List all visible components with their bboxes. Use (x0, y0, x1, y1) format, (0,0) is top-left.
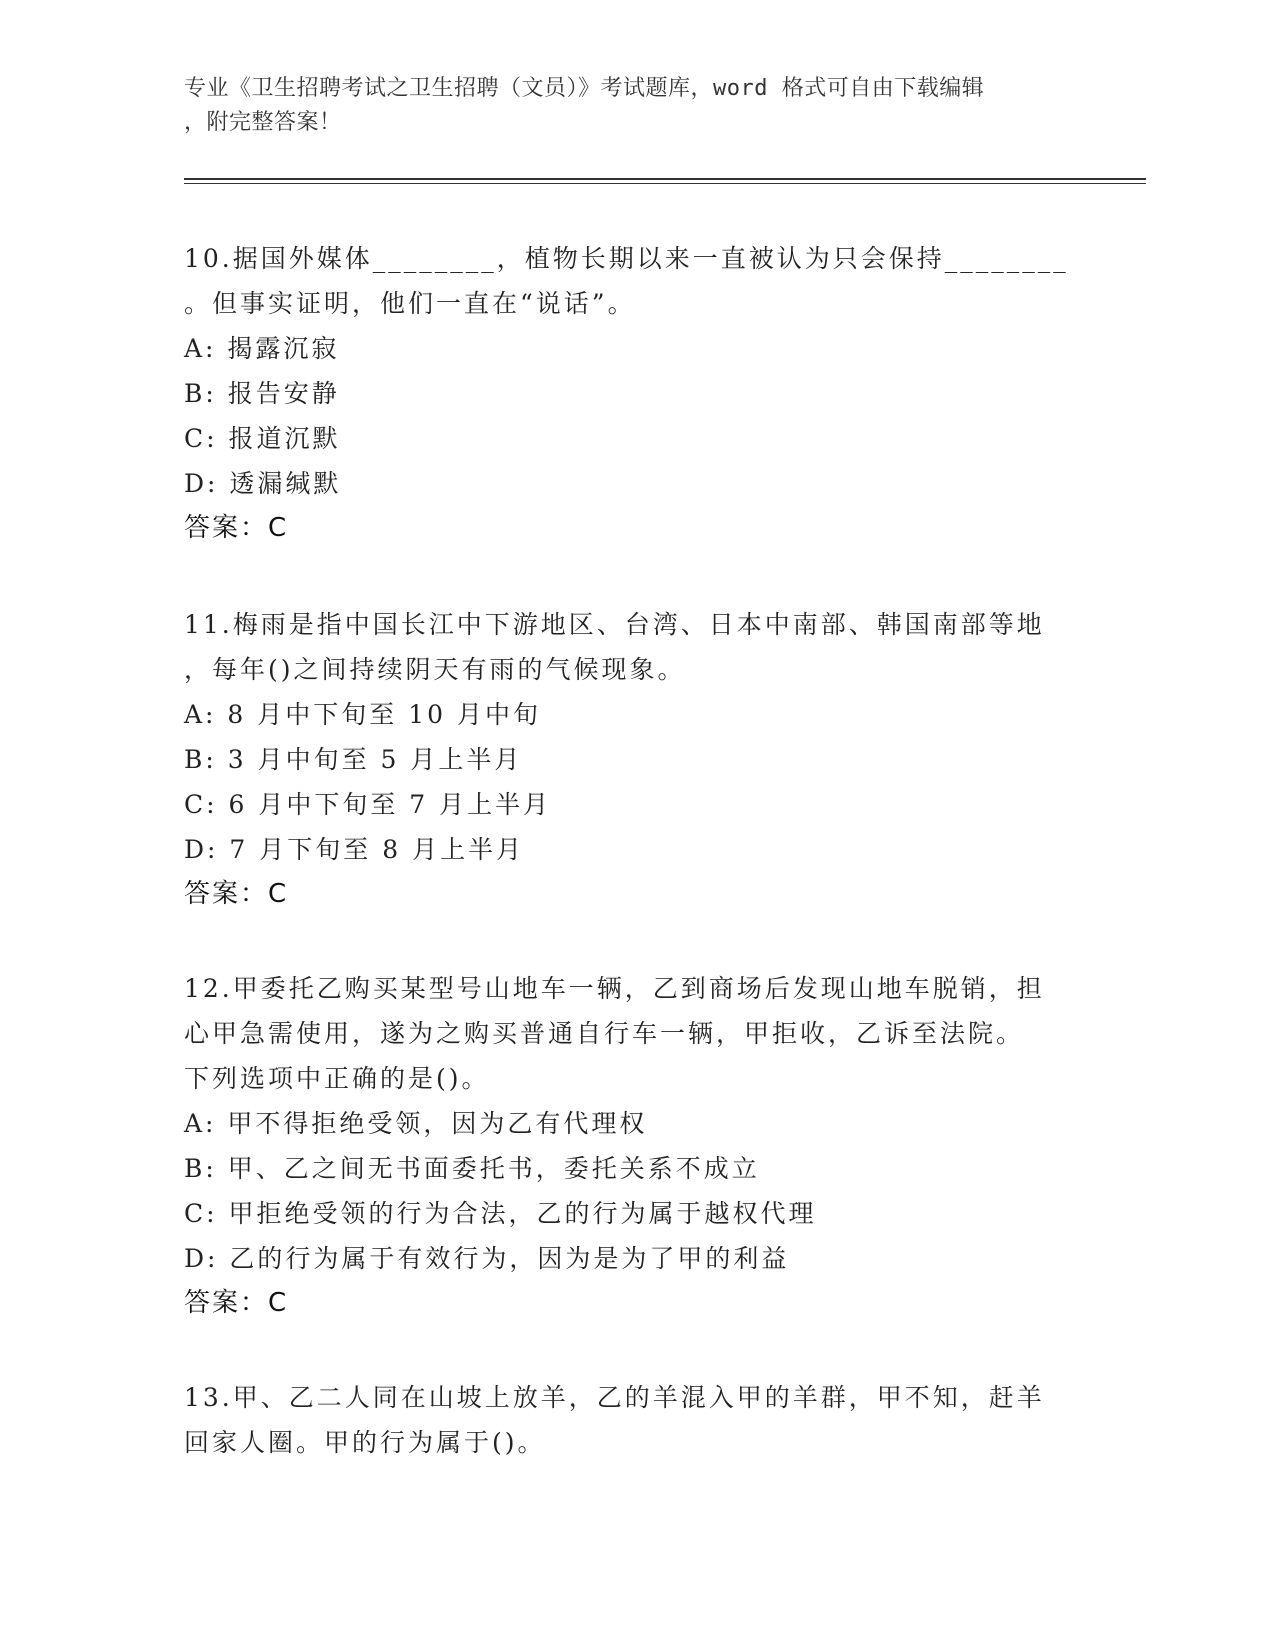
answer-label: 答案：C (184, 879, 289, 909)
answer-label: 答案：C (184, 1288, 289, 1318)
question-stem-line: 。但事实证明，他们一直在“说话”。 (184, 289, 636, 318)
question-stem-line: 心甲急需使用，遂为之购买普通自行车一辆，甲拒收，乙诉至法院。 (184, 1019, 1025, 1048)
question-11 (184, 602, 1084, 917)
option-d: D: 透漏缄默 (184, 469, 342, 498)
option-b: B: 报告安静 (184, 379, 340, 408)
option-c: C: 6 月中下旬至 7 月上半月 (184, 790, 552, 819)
header-line-2: ，附完整答案！ (184, 110, 342, 135)
question-12 (184, 966, 1084, 1326)
option-d: D: 乙的行为属于有效行为，因为是为了甲的利益 (184, 1244, 790, 1273)
header-line-1: 专业《卫生招聘考试之卫生招聘（文员）》考试题库，word 格式可自由下载编辑 (184, 76, 985, 101)
question-stem-line: 11.梅雨是指中国长江中下游地区、台湾、日本中南部、韩国南部等地 (184, 610, 1045, 639)
option-b: B: 甲、乙之间无书面委托书，委托关系不成立 (184, 1154, 760, 1183)
question-stem-line: 12.甲委托乙购买某型号山地车一辆，乙到商场后发现山地车脱销，担 (184, 974, 1045, 1003)
option-a: A: 8 月中下旬至 10 月中旬 (184, 700, 541, 729)
answer-label: 答案：C (184, 513, 289, 543)
option-a: A: 甲不得拒绝受领，因为乙有代理权 (184, 1109, 648, 1138)
document-header (184, 72, 1084, 140)
header-divider-thin (184, 183, 1146, 184)
question-stem-line: 10.据国外媒体________，植物长期以来一直被认为只会保持________ (184, 244, 1069, 273)
option-d: D: 7 月下旬至 8 月上半月 (184, 835, 525, 864)
option-b: B: 3 月中旬至 5 月上半月 (184, 745, 523, 774)
option-a: A: 揭露沉寂 (184, 334, 340, 363)
option-c: C: 甲拒绝受领的行为合法，乙的行为属于越权代理 (184, 1199, 817, 1228)
header-divider (184, 178, 1146, 180)
question-stem-line: 回家人圈。甲的行为属于()。 (184, 1428, 546, 1457)
question-10 (184, 236, 1084, 551)
question-13 (184, 1375, 1084, 1465)
option-c: C: 报道沉默 (184, 424, 341, 453)
question-stem-line: ，每年()之间持续阴天有雨的气候现象。 (184, 655, 686, 684)
question-stem-line: 下列选项中正确的是()。 (184, 1064, 490, 1093)
question-stem-line: 13.甲、乙二人同在山坡上放羊，乙的羊混入甲的羊群，甲不知，赶羊 (184, 1383, 1045, 1412)
